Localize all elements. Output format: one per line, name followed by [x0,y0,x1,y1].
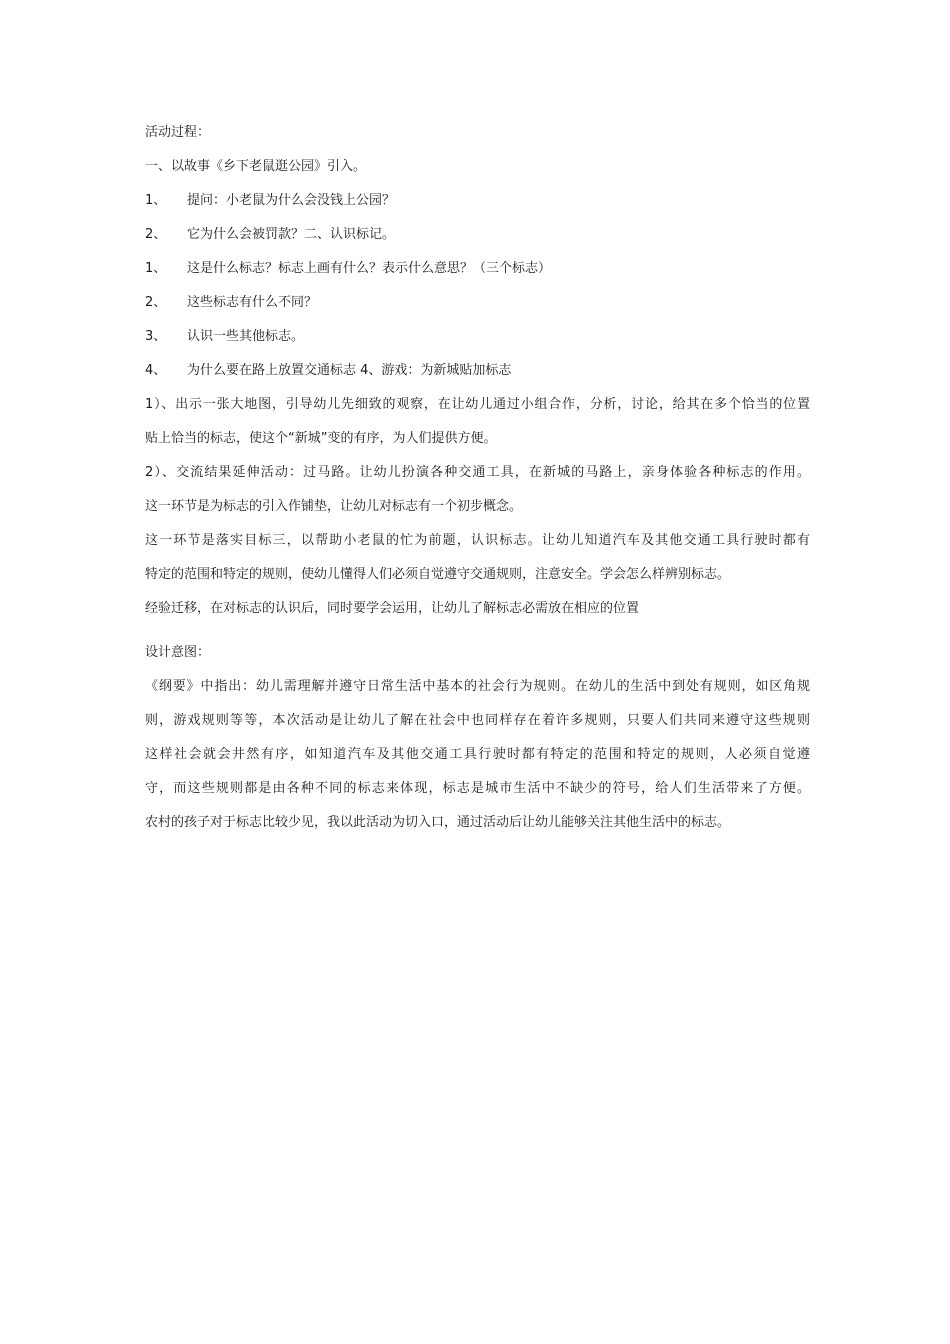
list-item [145,294,810,311]
design-intent-line-2: 则，游戏规则等等，本次活动是让幼儿了解在社会中也同样存在着许多规则，只要人们共同来遵守这些规则 [145,713,810,728]
list-item-number: 1、 [145,261,167,276]
list-item-number: 3、 [145,329,167,344]
list-item [145,362,810,379]
design-intent-line-1: 《纲要》中指出：幼儿需理解并遵守日常生活中基本的社会行为规则。在幼儿的生活中到处有规则，如区角规 [145,679,810,694]
design-intent-line-5: 农村的孩子对于标志比较少见，我以此活动为切入口，通过活动后让幼儿能够关注其他生活中的标志。 [145,815,731,830]
list-item-text: 为什么要在路上放置交通标志 4、游戏：为新城贴加标志 [187,363,512,378]
story-intro-line: 一、以故事《乡下老鼠逛公园》引入。 [145,159,367,174]
list-item-text: 这是什么标志？标志上画有什么？表示什么意思？（三个标志） [187,261,552,276]
list-item-text: 这些标志有什么不同？ [187,295,318,310]
paragraph-goal-line-2: 特定的范围和特定的规则，使幼儿懂得人们必须自觉遵守交通规则，注意安全。学会怎么样辨别标志。 [145,567,731,582]
design-intent-heading: 设计意图： [145,645,211,660]
paragraph-crossing-line-1: 2）、交流结果延伸活动：过马路。让幼儿扮演各种交通工具，在新城的马路上，亲身体验各种标志的作用。 [145,465,810,480]
activity-process-heading: 活动过程： [145,125,211,140]
list-item-text: 它为什么会被罚款？二、认识标记。 [187,227,396,242]
paragraph-transfer: 经验迁移，在对标志的认识后，同时要学会运用，让幼儿了解标志必需放在相应的位置 [145,601,640,616]
section-spacer [145,634,810,644]
paragraph-map-line-1: 1）、出示一张大地图，引导幼儿先细致的观察，在让幼儿通过小组合作，分析，讨论，给其在多个恰当的位置 [145,397,810,412]
list-item [145,260,810,277]
list-item-number: 2、 [145,227,167,242]
list-item [145,328,810,345]
document-body [145,124,810,848]
list-item-text: 认识一些其他标志。 [187,329,305,344]
design-intent-line-3: 这样社会就会井然有序，如知道汽车及其他交通工具行驶时都有特定的范围和特定的规则，人必须自觉遵 [145,747,810,762]
list-item-number: 1、 [145,193,167,208]
list-item [145,226,810,243]
list-item-number: 2、 [145,295,167,310]
list-item-text: 提问：小老鼠为什么会没钱上公园？ [187,193,396,208]
paragraph-crossing-line-2: 这一环节是为标志的引入作铺垫，让幼儿对标志有一个初步概念。 [145,499,523,514]
design-intent-line-4: 守，而这些规则都是由各种不同的标志来体现，标志是城市生活中不缺少的符号，给人们生活带来了方便。 [145,781,810,796]
paragraph-goal-line-1: 这一环节是落实目标三，以帮助小老鼠的忙为前题，认识标志。让幼儿知道汽车及其他交通工具行驶时都有 [145,533,810,548]
list-item-number: 4、 [145,363,167,378]
list-item [145,192,810,209]
paragraph-map-line-2: 贴上恰当的标志，使这个“新城”变的有序，为人们提供方便。 [145,431,497,446]
